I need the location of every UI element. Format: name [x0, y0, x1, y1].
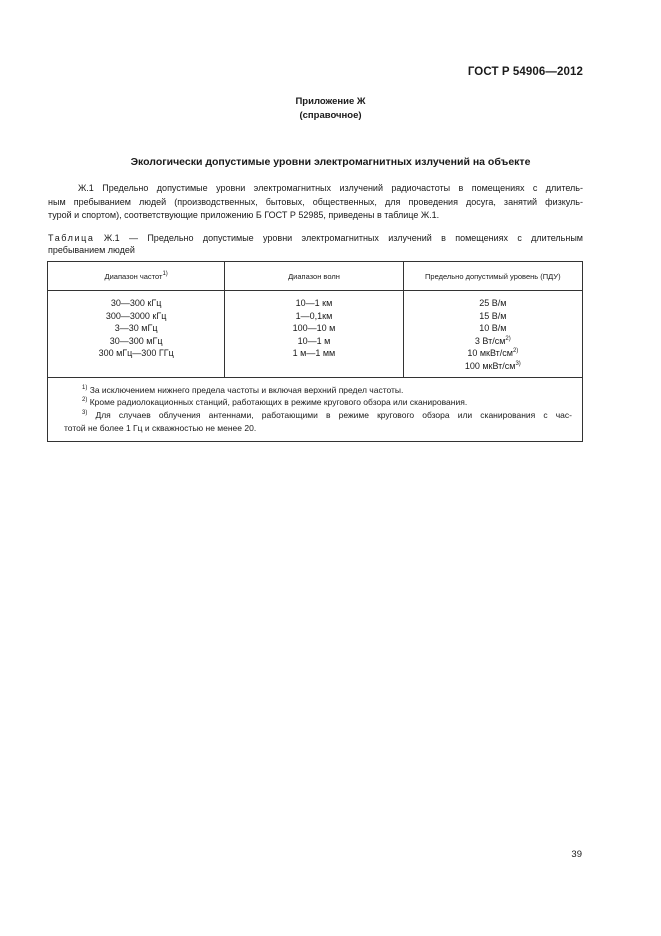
limit-value: 10 В/м — [479, 323, 507, 334]
table-header-row — [48, 262, 583, 291]
footnote-ref: 2) — [505, 335, 511, 342]
paragraph-line: Ж.1 Предельно допустимые уровни электромагнитных излучений радиочастоты в помещениях с длитель- — [78, 183, 583, 193]
caption-line: пребыванием людей — [48, 245, 135, 255]
wave-value: 10—1 м — [297, 335, 331, 346]
frequency-value: 3—30 мГц — [114, 323, 158, 334]
limit-value: 3 $Вт/см^{2)}$ — [474, 335, 511, 346]
footnote-ref: 1) — [82, 384, 88, 391]
table-note: $^{3)}$ Для случаев облучения антеннами, работающими в режиме кругового обзора или сканирования с час- тотой не более 1 Гц и скважностью не менее 20. — [64, 410, 572, 433]
footnote-ref: 1) — [162, 270, 168, 277]
wave-value: 1 м—1 мм — [292, 348, 336, 359]
footnote-ref: 2) — [512, 348, 519, 355]
frequency-column — [48, 291, 225, 378]
limit-value: 10 мкВт/$см^{2)}$ — [467, 348, 519, 359]
table-caption — [48, 232, 583, 256]
section-heading: Экологически допустимые уровни электромагнитных излучений на объекте — [130, 156, 531, 168]
annex-subtitle: (справочное) — [299, 110, 362, 121]
header-wave: Диапазон волн — [225, 262, 403, 291]
table-row — [48, 291, 583, 378]
table-note: $^{2)}$ Кроме радиолокационных станций, работающих в режиме кругового обзора или сканирования. — [82, 397, 468, 408]
frequency-value: 30—300 кГц — [110, 298, 162, 308]
footnote-ref: 2) — [82, 397, 88, 404]
intro-paragraph — [48, 182, 583, 223]
wave-column — [225, 291, 403, 378]
header-limit: Предельно допустимый уровень (ПДУ) — [403, 262, 582, 291]
limit-value: 100 мкВт/$см^{3)}$ — [464, 360, 521, 371]
caption-text: Ж.1 — Предельно допустимые уровни электромагнитных излучений в помещениях с длительным — [94, 233, 583, 243]
table-notes — [48, 377, 583, 441]
annex-block — [0, 95, 661, 123]
table-note: $^{1)}$ За исключением нижнего предела частоты и включая верхний предел частоты. — [82, 384, 404, 395]
wave-value: 1—0,1км — [295, 310, 333, 321]
limits-table — [47, 261, 583, 442]
frequency-value: 300—3000 кГц — [105, 310, 167, 321]
caption-label: Таблица — [48, 233, 95, 243]
wave-value: 100—10 м — [292, 323, 336, 334]
limit-value: 15 В/м — [479, 310, 507, 321]
footnote-ref: 3) — [515, 360, 521, 367]
document-code: ГОСТ Р 54906—2012 — [467, 66, 583, 78]
page-number: 39 — [571, 849, 582, 860]
annex-title: Приложение Ж — [295, 96, 366, 107]
paragraph-line: ным пребыванием людей (производственных, бытовых, общественных, для проведения досуга, занятий физкуль- — [48, 196, 583, 207]
limit-column — [403, 291, 582, 378]
limit-value: 25 В/м — [479, 298, 507, 308]
footnote-ref: 3) — [82, 410, 88, 417]
frequency-value: 300 мГц—300 ГГц — [98, 348, 174, 359]
header-frequency: Диапазон частот$^{1)}$ — [48, 262, 225, 291]
table-notes-row — [48, 377, 583, 441]
caption-line — [48, 232, 583, 244]
wave-value: 10—1 км — [295, 298, 333, 308]
frequency-value: 30—300 мГц — [109, 335, 163, 346]
paragraph-line: турой и спортом), соответствующие приложению Б ГОСТ Р 52985, приведены в таблице Ж.1. — [48, 210, 440, 220]
